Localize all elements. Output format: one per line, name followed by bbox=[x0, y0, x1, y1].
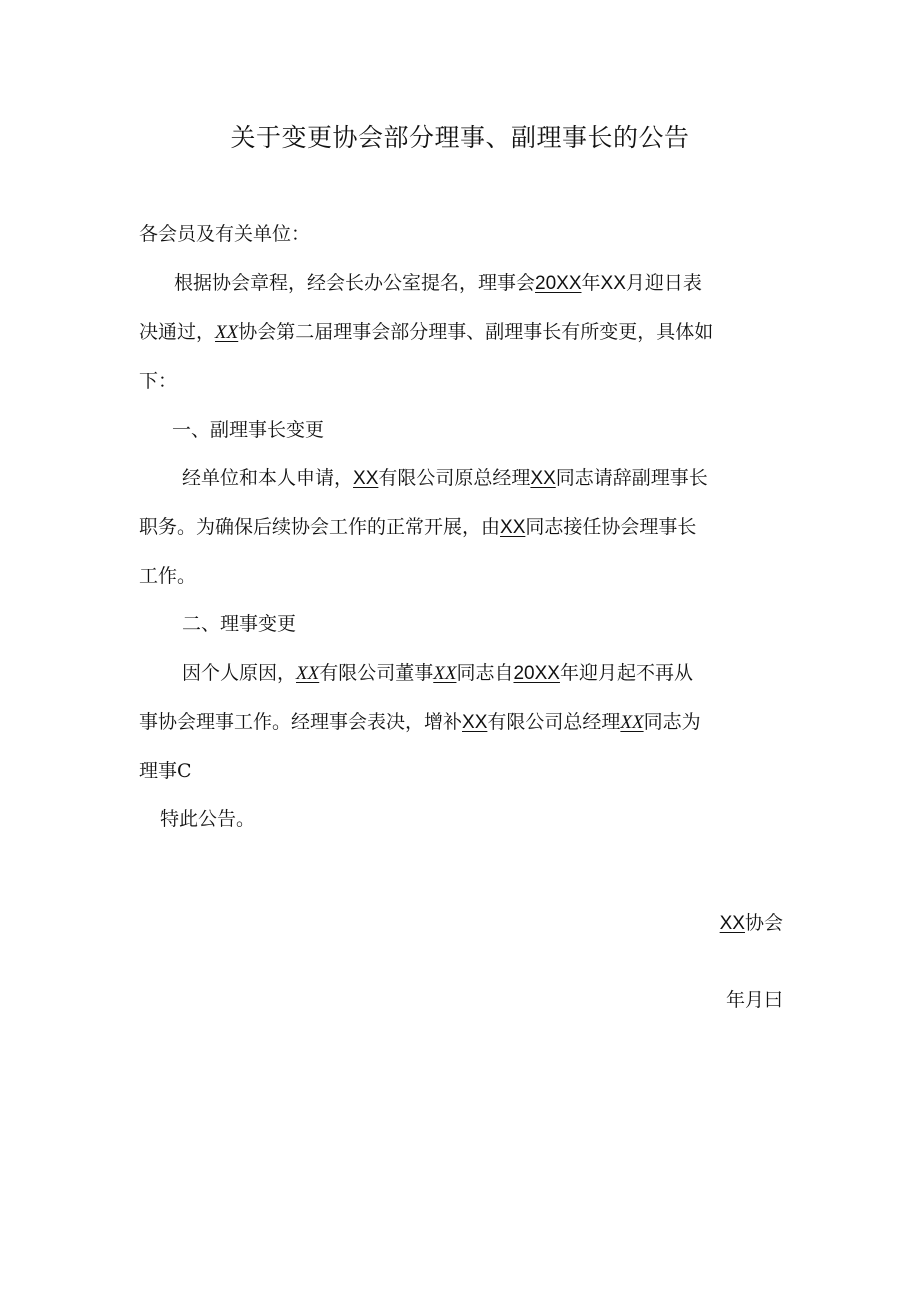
para2-line2-c: 同志接任协会理事长 bbox=[525, 516, 697, 538]
para1-line3: 下： bbox=[139, 370, 178, 392]
para3-text-g: 年迎月起不再从 bbox=[559, 662, 693, 684]
para3-new-person-placeholder: XX bbox=[620, 712, 644, 733]
para1-text-c: 年 bbox=[581, 272, 601, 294]
para3-company-placeholder: XX bbox=[296, 663, 320, 684]
para2-line3: 工作。 bbox=[139, 565, 197, 587]
para3-text-c: 有限公司董事 bbox=[319, 662, 434, 684]
closing-text: 特此公告。 bbox=[160, 808, 256, 830]
para1-line2 bbox=[139, 317, 789, 344]
para2-text-c: 有限公司原总经理 bbox=[378, 467, 531, 489]
signature-org-placeholder: XX bbox=[719, 913, 745, 934]
para3-year-placeholder: 20XX bbox=[513, 663, 560, 684]
para2-line2 bbox=[139, 512, 789, 539]
salutation: 各会员及有关单位： bbox=[139, 223, 311, 245]
para3-line2-c: 有限公司总经理 bbox=[487, 711, 621, 733]
para2-person-placeholder: XX bbox=[530, 468, 556, 489]
para2-text-e: 同志请辞副理事长 bbox=[555, 467, 708, 489]
para1-line1 bbox=[174, 268, 824, 295]
para1-month-placeholder: XX bbox=[600, 273, 626, 294]
signature-org bbox=[720, 908, 783, 935]
section1-heading: 一、副理事长变更 bbox=[172, 419, 325, 441]
para3-line1 bbox=[182, 658, 832, 685]
para1-org-placeholder: XX bbox=[215, 322, 239, 343]
para3-line2-e: 同志为 bbox=[643, 711, 701, 733]
signature-date: 年月曰 bbox=[725, 989, 783, 1011]
para2-successor-placeholder: XX bbox=[500, 517, 526, 538]
para2-line1 bbox=[182, 463, 832, 490]
section2-heading: 二、理事变更 bbox=[182, 613, 297, 635]
para3-line2 bbox=[139, 707, 789, 734]
document-title: 关于变更协会部分理事、副理事长的公告 bbox=[230, 123, 690, 152]
para1-year-placeholder: 20XX bbox=[535, 273, 582, 294]
para1-text-e: 月迎日表 bbox=[625, 272, 702, 294]
para1-line2-c: 协会第二届理事会部分理事、副理事长有所变更，具体如 bbox=[238, 321, 714, 343]
para1-text-a: 根据协会章程，经会长办公室提名，理事会 bbox=[174, 272, 536, 294]
para3-line3: 理事C bbox=[139, 760, 192, 782]
para3-text-e: 同志自 bbox=[456, 662, 514, 684]
para1-line2-a: 决通过， bbox=[139, 321, 216, 343]
signature-org-suffix: 协会 bbox=[744, 912, 783, 934]
para3-person-placeholder: XX bbox=[433, 663, 457, 684]
para2-text-a: 经单位和本人申请， bbox=[182, 467, 354, 489]
para2-line2-a: 职务。为确保后续协会工作的正常开展，由 bbox=[139, 516, 501, 538]
para3-new-company-placeholder: XX bbox=[462, 712, 488, 733]
para3-text-a: 因个人原因， bbox=[182, 662, 297, 684]
para3-line2-a: 事协会理事工作。经理事会表决，增补 bbox=[139, 711, 463, 733]
para2-company-placeholder: XX bbox=[353, 468, 379, 489]
